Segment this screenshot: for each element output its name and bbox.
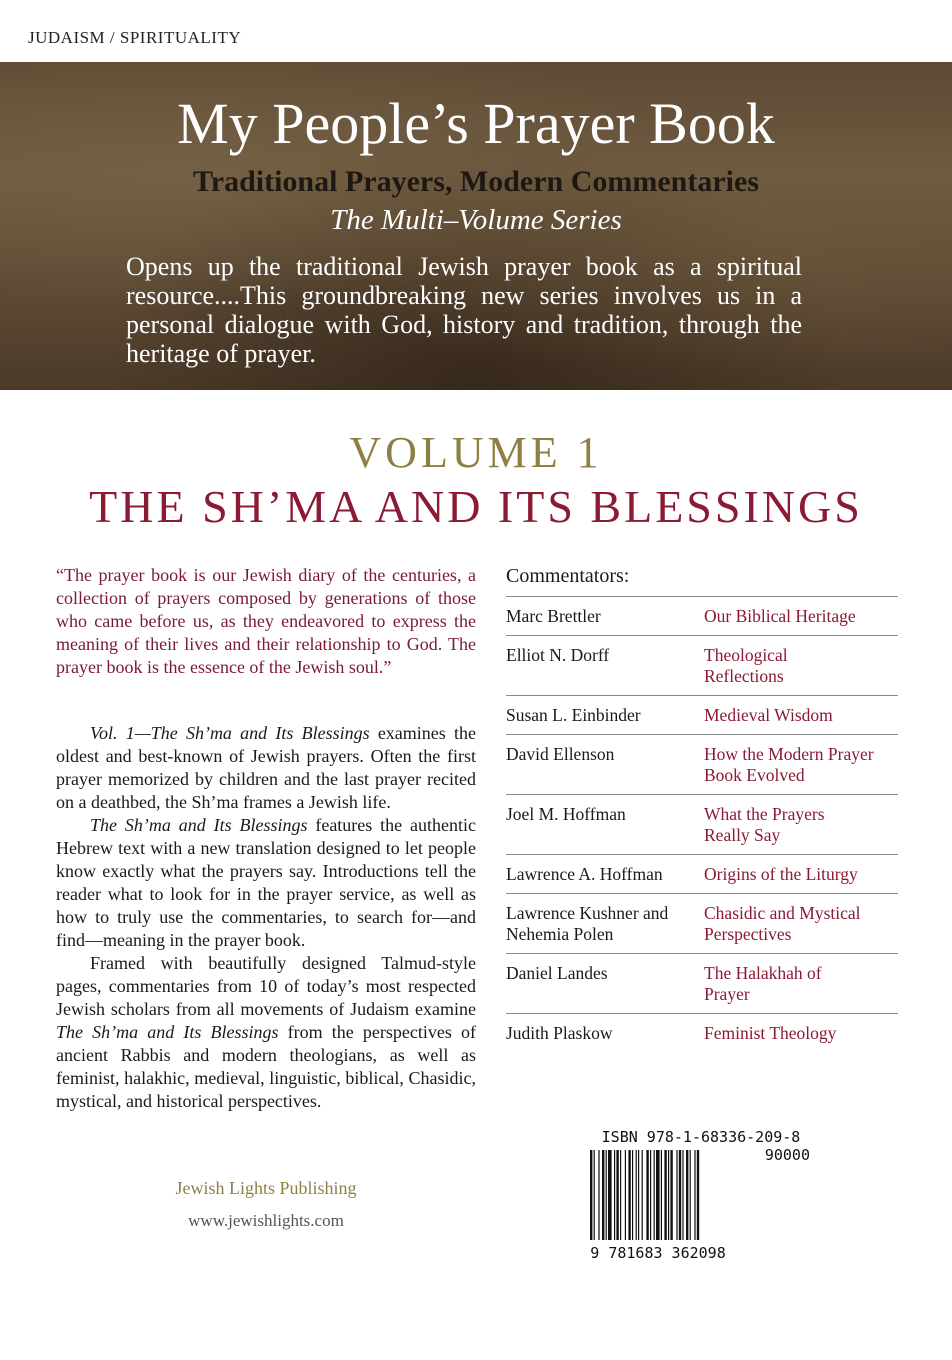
description-paragraph-1: Vol. 1—The Sh’ma and Its Blessings examines the oldest and best-known of Jewish prayers. Often the first prayer memorized by children and the last prayer recited on a deathbed, the Sh’ma frames a Jewish life. [56,723,476,812]
commentator-row [506,734,898,794]
barcode-bar [638,1150,639,1240]
barcode-bar [614,1150,615,1240]
commentator-topic: What the Prayers Really Say [704,804,825,845]
commentator-row [506,893,898,953]
barcode-bar [661,1150,662,1240]
barcode-bar [690,1150,691,1240]
commentator-topic: Feminist Theology [704,1023,837,1043]
commentator-row [506,596,898,635]
barcode-bar [594,1150,595,1240]
book-title: My People’s Prayer Book [177,91,775,156]
commentator-name: Daniel Landes [506,963,608,983]
barcode-bar [590,1150,592,1240]
barcode-bar [616,1150,618,1240]
commentator-row [506,635,898,695]
commentator-topic: Our Biblical Heritage [704,606,856,626]
barcode-bar [598,1150,599,1240]
barcode-bar [694,1150,695,1240]
barcode-bar [646,1150,648,1240]
barcode-bar [697,1150,699,1240]
barcode-bar [602,1150,604,1240]
price-code: 90000 [764,1146,810,1164]
barcode-bar [632,1150,633,1240]
title-banner [0,62,952,390]
description-paragraph-3: Framed with beautifully designed Talmud-style pages, commentaries from 10 of today’s most respected Jewish scholars from all movements of Judaism examine The Sh’ma and Its Blessings from the perspectives of ancient Rabbis and modern theologians, as well as feminist, halakhic, medieval, linguistic, biblical, Chasidic, mystical, and historical perspectives. [56,953,476,1111]
commentators-heading: Commentators: [506,565,630,587]
publisher-url: www.jewishlights.com [188,1211,344,1230]
isbn-barcode [578,1128,824,1268]
commentator-topic: How the Modern Prayer Book Evolved [704,744,874,785]
barcode-bar [670,1150,672,1240]
barcode-bar [686,1150,688,1240]
volume-number: VOLUME 1 [349,428,603,477]
barcode-bar [606,1150,607,1240]
description-paragraph-2: The Sh’ma and Its Blessings features the authentic Hebrew text with a new translation designed to let people know exactly what the prayers say. Introductions tell the reader what to look for in the prayer service, as well as how to truly use the commentaries, to search for—and find—meaning in the prayer book. [56,815,476,950]
commentators-table [506,596,898,1052]
series-label: The Multi–Volume Series [330,204,622,236]
commentator-name: Susan L. Einbinder [506,705,641,725]
commentator-name: Joel M. Hoffman [506,804,626,824]
commentator-name: David Ellenson [506,744,615,764]
barcode-bar [679,1150,681,1240]
barcode-bar [682,1150,683,1240]
book-subtitle: Traditional Prayers, Modern Commentaries [192,165,759,198]
banner-blurb: Opens up the traditional Jewish prayer book as a spiritual resource....This groundbreaking new series involves us in a personal dialogue with God, history and tradition, through the heritage of prayer. [126,252,802,368]
barcode-bar [668,1150,669,1240]
commentator-topic: Theological Reflections [704,645,788,686]
commentator-name: Elliot N. Dorff [506,645,610,665]
commentator-row [506,794,898,854]
publisher-name: Jewish Lights Publishing [175,1178,357,1198]
commentator-row [506,1013,898,1052]
description [56,722,476,1113]
commentator-name: Lawrence A. Hoffman [506,864,663,884]
commentator-topic: Origins of the Liturgy [704,864,858,884]
commentator-name: Marc Brettler [506,606,601,626]
barcode-bar [650,1150,651,1240]
commentator-topic: The Halakhah of Prayer [704,963,822,1004]
commentator-row [506,953,898,1013]
commentator-name: Lawrence Kushner and Nehemia Polen [506,903,669,944]
barcode-bar [620,1150,621,1240]
commentator-row [506,854,898,893]
pull-quote: “The prayer book is our Jewish diary of the centuries, a collection of prayers composed by generations of those who came before us, as they endeavored to express the meaning of their lives and their relationship to God. The prayer book is the essence of the Jewish soul.” [56,565,476,677]
commentator-topic: Chasidic and Mystical Perspectives [704,903,861,944]
barcode-bar [608,1150,612,1240]
barcode-bar [676,1150,677,1240]
barcode-bar [636,1150,637,1240]
barcode-bar [628,1150,630,1240]
ean-number: 9 781683 362098 [590,1244,726,1262]
barcode-bar [656,1150,660,1240]
barcode-bar [664,1150,666,1240]
volume-title: THE SH’MA AND ITS BLESSINGS [89,481,863,532]
barcode-bar [625,1150,626,1240]
barcode-bar [654,1150,655,1240]
commentator-name: Judith Plaskow [506,1023,613,1043]
barcode-bars [590,1150,740,1240]
barcode-bar [642,1150,643,1240]
isbn-number: ISBN 978-1-68336-209-8 [601,1128,801,1146]
commentator-topic: Medieval Wisdom [704,705,833,725]
commentator-row [506,695,898,734]
category-label: JUDAISM / SPIRITUALITY [28,28,242,47]
